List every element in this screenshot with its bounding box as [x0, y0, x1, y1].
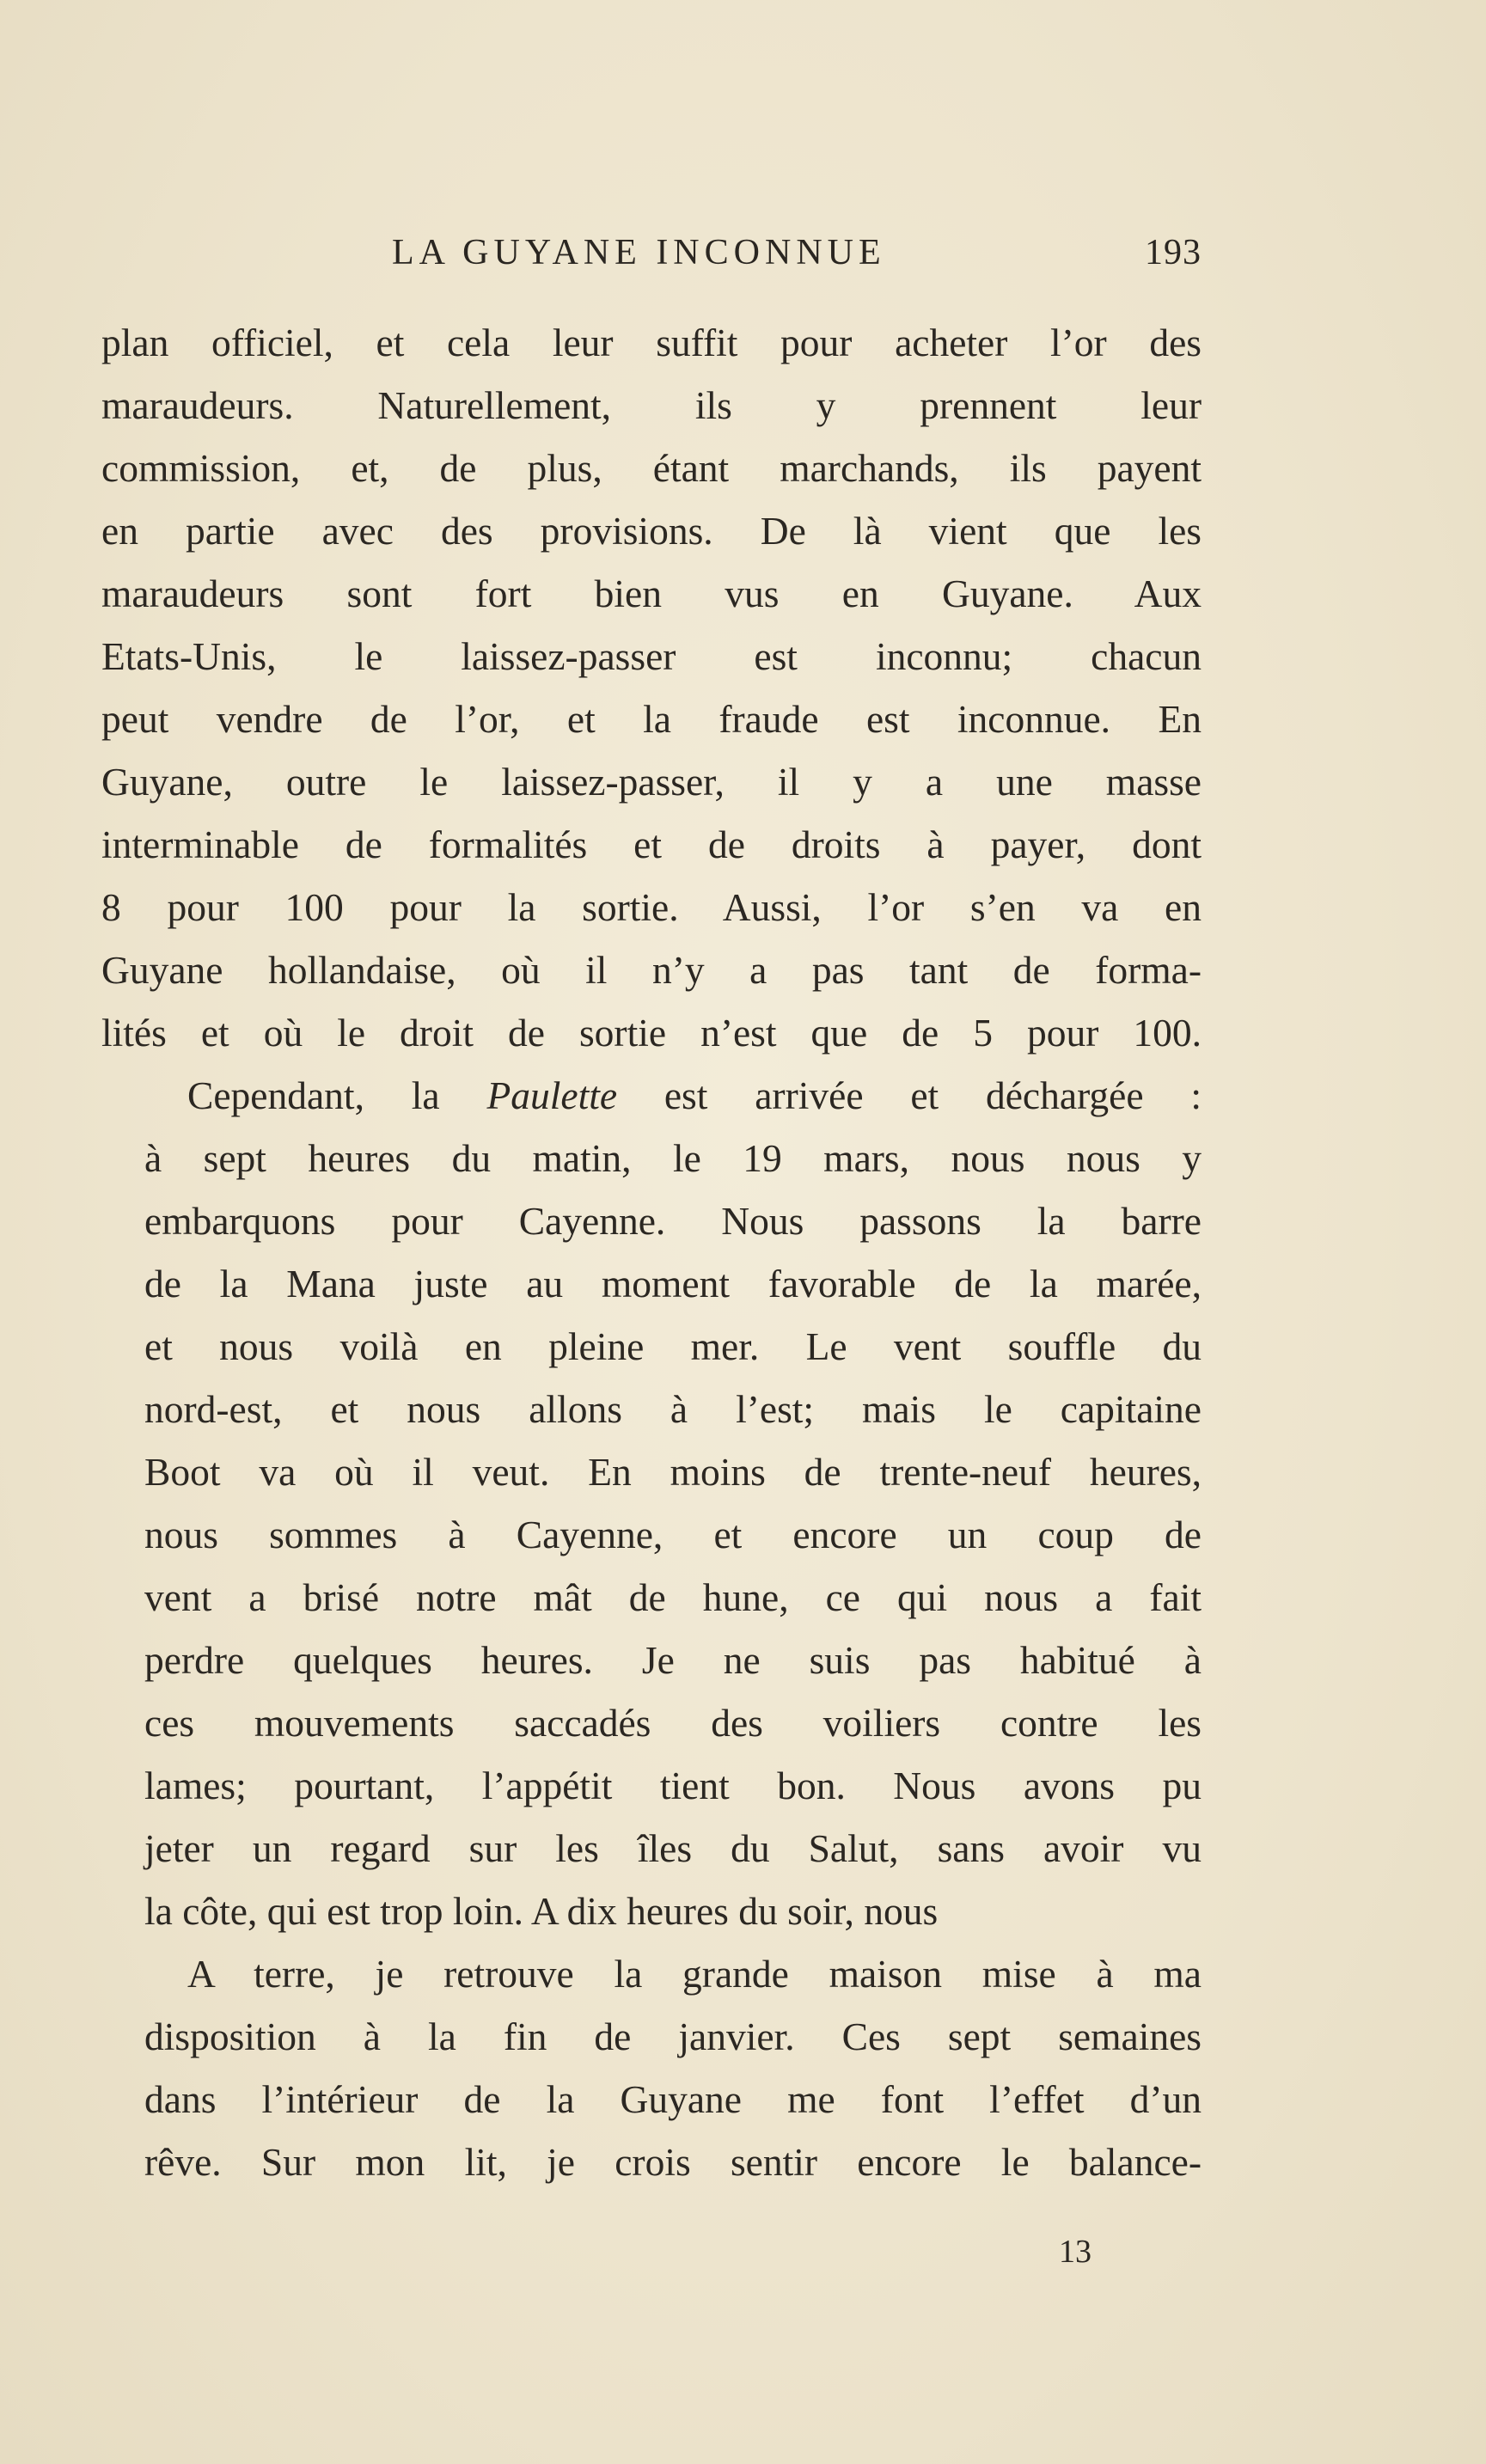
text-line: vent a brisé notre mât de hune, ce qui nous a fait [144, 1575, 1202, 1619]
text-line: Etats-Unis, le laissez-passer est inconnu; chacun [101, 634, 1202, 678]
text-line [101, 1064, 1202, 1127]
text-line: disposition à la fin de janvier. Ces sept semaines [144, 2015, 1202, 2058]
text-line: ces mouvements saccadés des voiliers contre les [144, 1701, 1202, 1745]
text-line: Guyane hollandaise, où il n’y a pas tant de forma- [101, 948, 1202, 992]
text-line: maraudeurs. Naturellement, ils y prennent leur [101, 383, 1202, 427]
text-run: Cependant, la [187, 1073, 487, 1117]
text-line: A terre, je retrouve la grande maison mise à ma [187, 1952, 1202, 1996]
text-line: de la Mana juste au moment favorable de la marée, [144, 1262, 1202, 1305]
text-line: dans l’intérieur de la Guyane me font l’effet d’un [144, 2077, 1202, 2121]
text-line: maraudeurs sont fort bien vus en Guyane. Aux [101, 572, 1202, 615]
text-run: est arrivée et déchargée : [617, 1073, 1202, 1117]
text-line: nous sommes à Cayenne, et encore un coup de [144, 1513, 1202, 1556]
text-line: à sept heures du matin, le 19 mars, nous nous y [144, 1136, 1202, 1180]
signature-mark: 13 [1059, 2234, 1092, 2270]
text-line: perdre quelques heures. Je ne suis pas habitué à [144, 1638, 1202, 1682]
text-line: peut vendre de l’or, et la fraude est inconnue. En [101, 697, 1202, 741]
text-line: Boot va où il veut. En moins de trente-neuf heures, [144, 1450, 1202, 1494]
running-title: LA GUYANE INCONNUE [392, 233, 886, 272]
text-line: interminable de formalités et de droits à payer, dont [101, 822, 1202, 866]
text-line: en partie avec des provisions. De là vient que les [101, 509, 1202, 553]
paragraph-3 [101, 1942, 1202, 2193]
text-line: nord-est, et nous allons à l’est; mais le capitaine [144, 1387, 1202, 1431]
page-header [101, 232, 1202, 284]
text-line: jeter un regard sur les îles du Salut, sans avoir vu [144, 1826, 1202, 1870]
text-line: et nous voilà en pleine mer. Le vent souffle du [144, 1324, 1202, 1368]
paragraph-2 [101, 1064, 1202, 1942]
text-line: lames; pourtant, l’appétit tient bon. Nous avons pu [144, 1764, 1202, 1807]
paragraph-1 [101, 311, 1202, 1064]
text-line: lités et où le droit de sortie n’est que de 5 pour 100. [101, 1011, 1202, 1055]
text-line: embarquons pour Cayenne. Nous passons la barre [144, 1199, 1202, 1243]
ship-name: Paulette [486, 1073, 618, 1117]
text-line: rêve. Sur mon lit, je crois sentir encore le balance- [144, 2140, 1202, 2184]
text-line: commission, et, de plus, étant marchands, ils payent [101, 446, 1202, 490]
page-number: 193 [1145, 233, 1202, 272]
text-line: 8 pour 100 pour la sortie. Aussi, l’or s’en va en [101, 885, 1202, 929]
text-line: Guyane, outre le laissez-passer, il y a une masse [101, 760, 1202, 804]
text-line: la côte, qui est trop loin. A dix heures du soir, nous [144, 1889, 939, 1933]
text-line: plan officiel, et cela leur suffit pour acheter l’or des [101, 321, 1202, 364]
body-text [101, 311, 1202, 2193]
